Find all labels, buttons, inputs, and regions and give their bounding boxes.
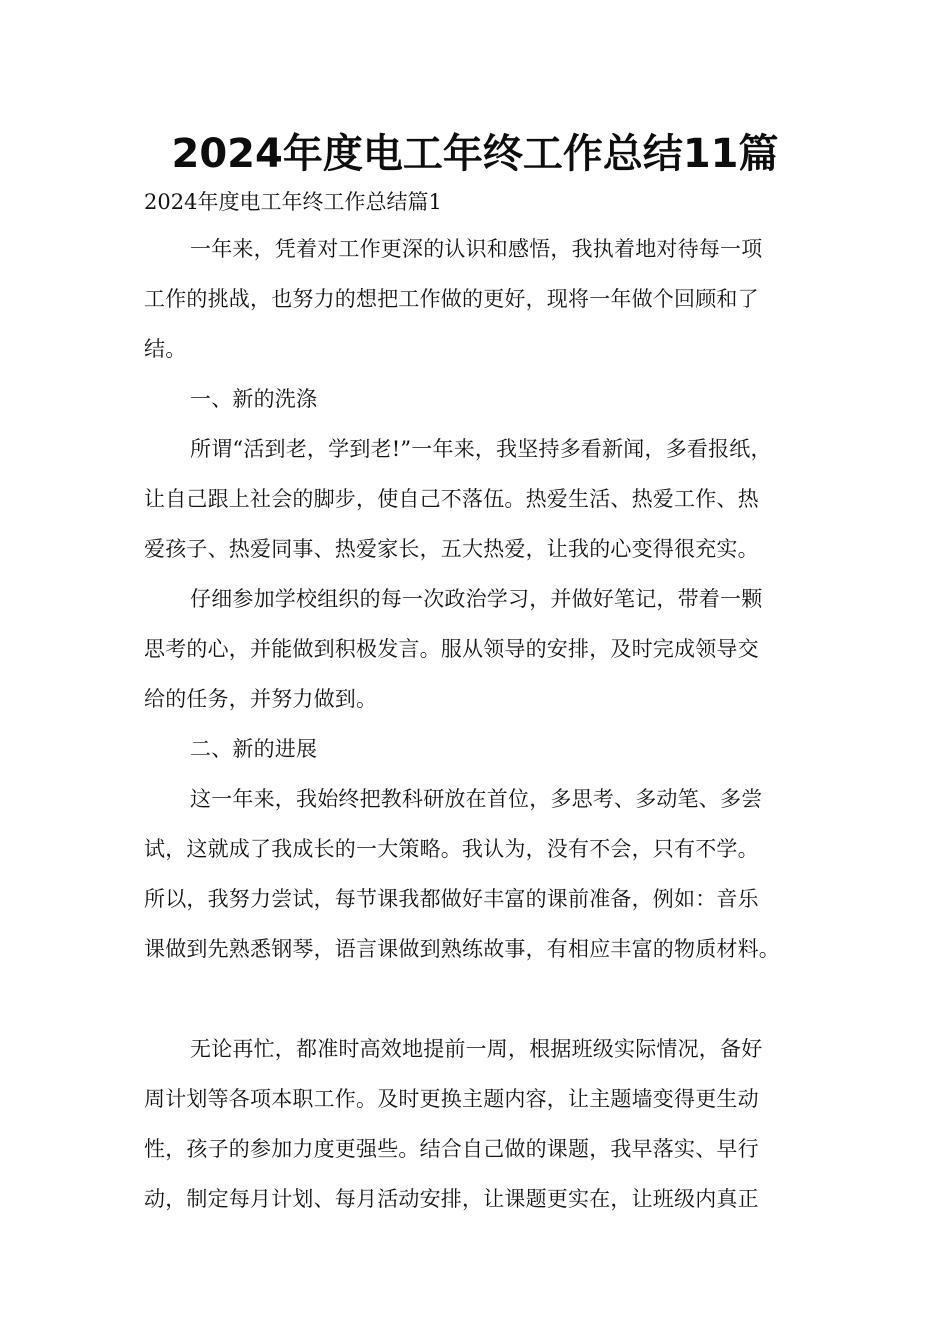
paragraph-line: 所谓“活到老，学到老!”一年来，我坚持多看新闻，多看报纸， [190,437,772,461]
paragraph-line: 一年来，凭着对工作更深的认识和感悟，我执着地对待每一项 [190,237,763,261]
paragraph-line: 思考的心，并能做到积极发言。服从领导的安排，及时完成领导交 [144,637,759,661]
paragraph-line: 性，孩子的参加力度更强些。结合自己做的课题，我早落实、早行 [144,1137,759,1161]
document-title: 2024年度电工年终工作总结11篇 [171,131,779,177]
section-title: 2024年度电工年终工作总结篇1 [144,190,442,214]
paragraph-line: 爱孩子、热爱同事、热爱家长，五大热爱，让我的心变得很充实。 [144,537,759,561]
paragraph-line: 让自己跟上社会的脚步，使自己不落伍。热爱生活、热爱工作、热 [144,487,759,511]
paragraph-line: 所以，我努力尝试，每节课我都做好丰富的课前准备，例如：音乐 [144,887,759,911]
paragraph-line: 结。 [144,337,187,361]
paragraph-line: 试，这就成了我成长的一大策略。我认为，没有不会，只有不学。 [144,837,759,861]
paragraph-line: 给的任务，并努力做到。 [144,687,378,711]
paragraph-line: 这一年来，我始终把教科研放在首位，多思考、多动笔、多尝 [190,787,763,811]
paragraph-line: 周计划等各项本职工作。及时更换主题内容，让主题墙变得更生动 [144,1087,759,1111]
section-heading: 一、新的洗涤 [190,387,318,411]
paragraph-line: 仔细参加学校组织的每一次政治学习，并做好笔记，带着一颗 [190,587,763,611]
paragraph-line: 课做到先熟悉钢琴，语言课做到熟练故事，有相应丰富的物质材料。 [144,937,780,961]
paragraph-line: 工作的挑战，也努力的想把工作做的更好，现将一年做个回顾和了 [144,287,759,311]
section-heading: 二、新的进展 [190,737,318,761]
paragraph-line: 无论再忙，都准时高效地提前一周，根据班级实际情况，备好 [190,1037,763,1061]
paragraph-line: 动，制定每月计划、每月活动安排，让课题更实在，让班级内真正 [144,1187,759,1211]
